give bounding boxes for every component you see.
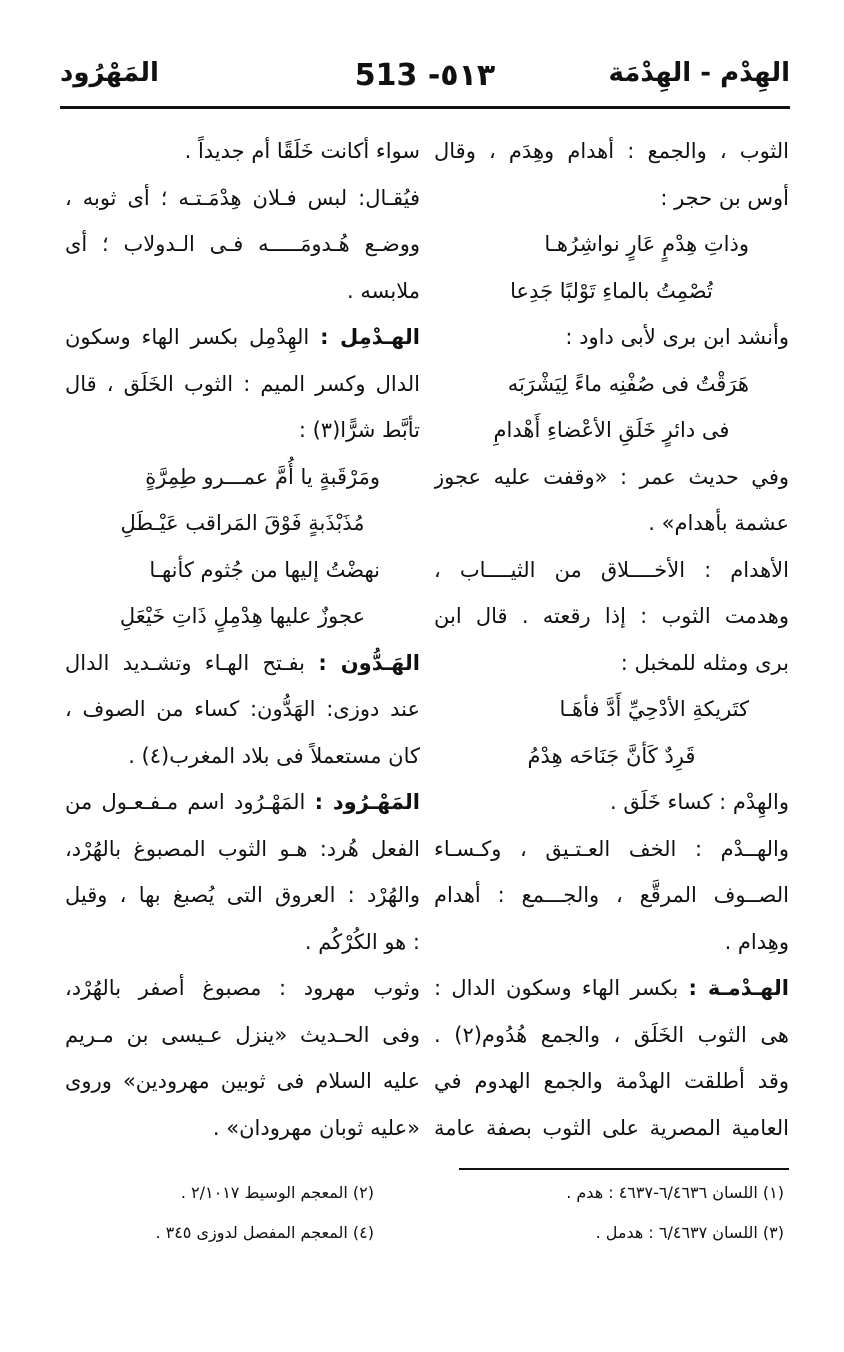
line-text: قَرِدٌ كَأنَّ جَنَاحَه هِدْمُ [527,743,696,768]
text-line [65,826,420,873]
text-line [65,361,420,408]
text-line [65,500,420,547]
line-text: الهِدْمِل بكسر الهاء وسكون [65,325,321,349]
text-line [434,1012,789,1059]
text-line [65,779,420,826]
line-text: وهدمت الثوب : إذا رقعته . قال ابن [434,604,789,628]
text-line [434,268,789,315]
text-line [65,640,420,687]
header-rule [60,106,790,109]
line-text: مُذَبْذَبةٍ فَوْقَ المَراقب عَيْـطَلِ [120,511,365,535]
page-header [60,58,790,108]
text-line [434,593,789,640]
text-line [65,733,420,780]
text-line [434,1058,789,1105]
line-text: الفعل هُرد: هـو الثوب المصبوغ بالهُرْد، [65,836,420,861]
text-line [65,1105,420,1152]
text-line [65,268,420,315]
footnote-2: (٢) المعجم الوسيط ٢/١٠١٧ . [180,1183,374,1202]
line-text: بكسر الهاء وسكون الدال : [434,976,689,1000]
text-line [65,128,420,175]
line-text: برى ومثله للمخبل : [620,650,789,675]
text-line [434,221,789,268]
text-line [434,1105,789,1152]
line-text: والهُرْد : العروق التى يُصبغ بها ، وقيل [65,883,420,907]
line-text: ووضـع هُـدومَـــــه فـى الـدولاب ؛ أى [65,232,420,256]
line-text: المَهْـرُود اسم مـفـعـول من [65,790,315,814]
text-line [65,593,420,640]
text-line [434,779,789,826]
text-line [65,1058,420,1105]
page-number-arabic: ٥١٣ [440,58,496,93]
line-text: وفي حديث عمر : «وقفت عليه عجوز [434,464,789,489]
line-text: هى الثوب الخَلَق ، والجمع هُدُوم(٢) . [434,1022,789,1047]
text-line [434,733,789,780]
line-text: ملابسه . [347,278,420,303]
entry-headword: الهـدْمـة : [688,976,789,1000]
line-text: بفـتح الهـاء وتشـديد الدال [65,650,319,675]
footnote-3: (٣) اللسان ٦/٤٦٣٧ : هدمل . [595,1223,784,1242]
text-line [65,175,420,222]
text-line [434,175,789,222]
left-column [65,128,420,1151]
text-line [434,454,789,501]
text-line [65,872,420,919]
page-number-latin: 513 [354,58,418,93]
text-line [434,965,789,1012]
footnote-4: (٤) المعجم المفصل لدوزى ٣٤٥ . [155,1223,374,1242]
line-text: تأبَّط شرًّا(٣) : [298,418,420,442]
line-text: كان مستعملاً فى بلاد المغرب(٤) . [128,743,420,768]
footnote-1: (١) اللسان ٦/٤٦٣٦-٤٦٣٧ : هدم . [566,1183,784,1202]
text-line [65,686,420,733]
entry-headword: الهـدْمِل : [320,325,420,349]
footnote-rule [459,1168,789,1170]
line-text: «عليه ثوبان مهرودان» . [212,1115,420,1140]
line-text: تُصْمِتُ بالماءِ تَوْلبًا جَدِعا [510,278,713,303]
page-number-dash: - [427,58,441,93]
text-line [434,407,789,454]
text-line [434,361,789,408]
line-text: عشمة بأهدام» . [648,511,789,535]
line-text: وأنشد ابن برى لأبى داود : [565,325,789,349]
text-line [434,872,789,919]
line-text: وثوب مهرود : مصبوغ أصفر بالهُرْد، [65,976,420,1000]
line-text: هَرَقْتُ فى صُفْنِه ماءً لِيَشْرَبَه [507,371,749,396]
text-line [434,826,789,873]
line-text: نهضْتُ إليها من جُثوم كأنهـا [149,557,380,582]
line-text: فى دائرٍ خَلَقِ الأعْضاءِ أَهْدامِ [493,418,730,442]
line-text: كتَريكةِ الأدْحِيِّ أَدَّ فأهَـا [559,697,749,721]
line-text: وفى الحـديث «ينزل عـيسى بن مـريم [65,1022,420,1047]
line-text: ومَرْقَبةٍ يا أُمَّ عمـــرو طِمِرَّةٍ [145,464,380,489]
line-text: أوس بن حجر : [660,185,789,210]
text-line [434,547,789,594]
line-text: وهِدام . [724,929,789,954]
text-line [65,919,420,966]
line-text: وذاتِ هِدْمٍ عَارٍ نواشِرُهـا [544,232,749,256]
text-line [65,314,420,361]
line-text: : هو الكُرْكُم . [304,929,420,954]
text-line [65,454,420,501]
page-number [60,58,790,93]
line-text: الدال وكسر الميم : الثوب الخَلَق ، قال [65,371,420,396]
text-line [434,314,789,361]
line-text: والهِدْم : كساء خَلَق . [610,790,789,814]
text-line [434,686,789,733]
entry-headword: المَهْـرُود : [314,790,420,814]
text-line [434,919,789,966]
line-text: والهــدْم : الخف العـتـيق ، وكـسـاء [434,836,789,861]
right-column [434,128,789,1151]
line-text: وقد أطلقت الهدْمة والجمع الهدوم في [434,1069,789,1093]
line-text: عليه السلام فى ثوبين مهرودين» وروى [65,1069,420,1093]
text-line [434,640,789,687]
line-text: الصــوف المرقَّع ، والجـــمع : أهدام [434,883,789,907]
line-text: العامية المصرية على الثوب بصفة عامة [434,1115,789,1140]
line-text: عجوزٌ عليها هِدْمِلٍ ذَاتِ خَيْعَلِ [119,604,366,628]
header-left-title: المَهْرُود [60,58,159,88]
line-text: سواء أكانت خَلَقًا أم جديداً . [184,139,420,163]
text-line [65,547,420,594]
text-line [434,500,789,547]
text-line [65,965,420,1012]
text-line [65,221,420,268]
line-text: عند دوزى: الهَدُّون: كساء من الصوف ، [65,697,420,721]
line-text: الأهدام : الأخــــلاق من الثيــــاب ، [434,557,789,582]
text-line [434,128,789,175]
text-line [65,407,420,454]
text-line [65,1012,420,1059]
line-text: الثوب ، والجمع : أهدام وهِدَم ، وقال [434,139,789,163]
line-text: فيُقـال: لبس فـلان هِدْمَـتـه ؛ أى ثوبه ، [65,185,420,210]
header-right-title: الهِدْم - الهِدْمَة [608,58,790,88]
entry-headword: الهَـدُّون : [318,650,420,675]
